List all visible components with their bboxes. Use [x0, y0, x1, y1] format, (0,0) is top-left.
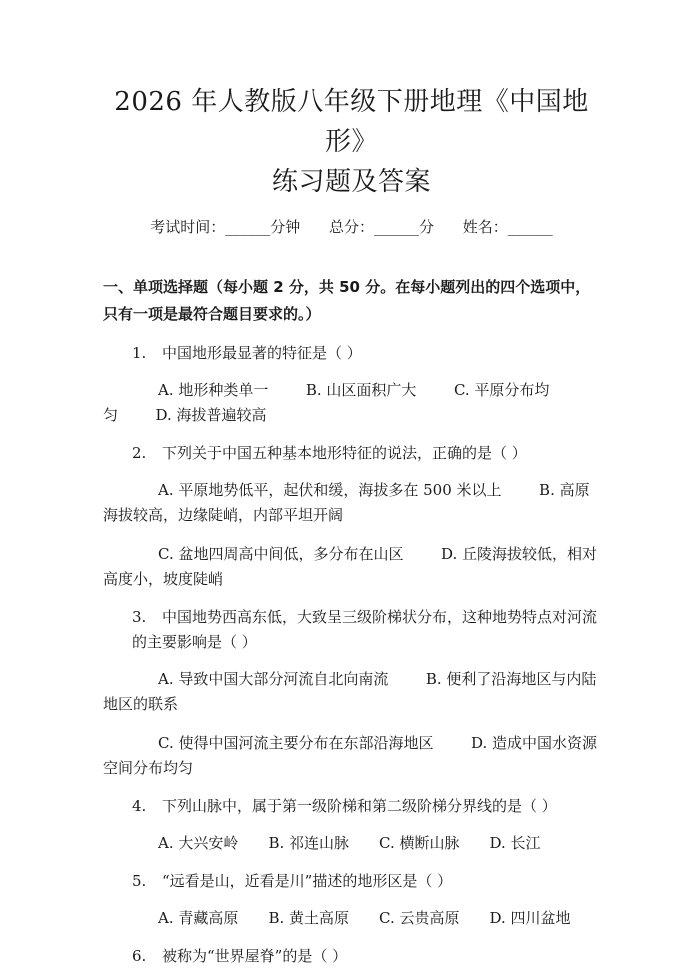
option-b: B. 祁连山脉 — [268, 834, 350, 852]
option-a: A. 青藏高原 — [158, 909, 239, 927]
option-c: C. 平原分布均匀 — [103, 381, 550, 424]
option-d: D. 丘陵海拔较低，相对高度小，坡度陡峭 — [103, 545, 598, 588]
option-a: A. 平原地势低平，起伏和缓，海拔多在 500 米以上 — [158, 481, 502, 499]
question-text: 中国地势西高东低，大致呈三级阶梯状分布，这种地势特点对河流的主要影响是（ ） — [132, 608, 598, 651]
question-number: 2. — [132, 444, 147, 462]
option-group — [103, 667, 600, 717]
question-text: 中国地形最显著的特征是（ ） — [162, 344, 362, 362]
option-group — [103, 478, 600, 528]
section-heading: 一、单项选择题（每小题 2 分，共 50 分。在每小题列出的四个选项中，只有一项是最符合题目要求的。） — [103, 278, 591, 323]
question-number: 4. — [132, 797, 147, 815]
option-a: A. 导致中国大部分河流自北向南流 — [158, 670, 389, 688]
option-b: B. 高原海拔较高，边缘陡峭，内部平坦开阔 — [103, 481, 590, 524]
question-stem — [103, 441, 600, 466]
option-group — [103, 542, 600, 592]
option-b: B. 山区面积广大 — [305, 381, 417, 399]
option-c: C. 盆地四周高中间低，多分布在山区 — [158, 545, 404, 563]
question-1 — [103, 341, 600, 428]
question-number: 1. — [132, 344, 147, 362]
title-line-1: 2026 年人教版八年级下册地理《中国地形》 — [114, 87, 589, 157]
student-name: 姓名：______ — [462, 218, 553, 236]
question-stem — [103, 605, 600, 655]
option-d: D. 海拔普遍较高 — [155, 406, 267, 424]
question-text: 下列关于中国五种基本地形特征的说法，正确的是（ ） — [162, 444, 527, 462]
option-b: B. 黄土高原 — [268, 909, 350, 927]
question-number: 5. — [132, 872, 147, 890]
question-3 — [103, 605, 600, 781]
question-stem — [103, 869, 600, 894]
option-group — [103, 731, 600, 781]
question-text: 下列山脉中，属于第一级阶梯和第二级阶梯分界线的是（ ） — [162, 797, 557, 815]
option-d: D. 长江 — [489, 834, 541, 852]
question-stem — [103, 341, 600, 366]
question-text: “远看是山，近看是川”描述的地形区是（ ） — [162, 872, 453, 890]
question-number: 6. — [132, 947, 147, 965]
question-2 — [103, 441, 600, 592]
option-c: C. 云贵高原 — [379, 909, 460, 927]
option-group — [103, 906, 600, 931]
total-score: 总分：______分 — [328, 218, 434, 236]
question-stem — [103, 944, 600, 969]
option-d: D. 四川盆地 — [489, 909, 571, 927]
exam-info — [103, 216, 600, 238]
question-5 — [103, 869, 600, 931]
title-line-2: 练习题及答案 — [271, 167, 431, 197]
option-c: C. 使得中国河流主要分布在东部沿海地区 — [158, 734, 434, 752]
option-a: A. 地形种类单一 — [158, 381, 269, 399]
option-c: C. 横断山脉 — [379, 834, 460, 852]
question-4 — [103, 794, 600, 856]
option-group — [103, 831, 600, 856]
option-a: A. 大兴安岭 — [158, 834, 239, 852]
question-6 — [103, 944, 600, 969]
option-d: D. 造成中国水资源空间分布均匀 — [103, 734, 598, 777]
option-b: B. 便利了沿海地区与内陆地区的联系 — [103, 670, 597, 713]
question-stem — [103, 794, 600, 819]
exam-time: 考试时间：______分钟 — [150, 218, 301, 236]
option-group — [103, 378, 600, 428]
document-title — [103, 0, 600, 202]
question-number: 3. — [132, 608, 147, 626]
question-text: 被称为“世界屋脊”的是（ ） — [162, 947, 348, 965]
